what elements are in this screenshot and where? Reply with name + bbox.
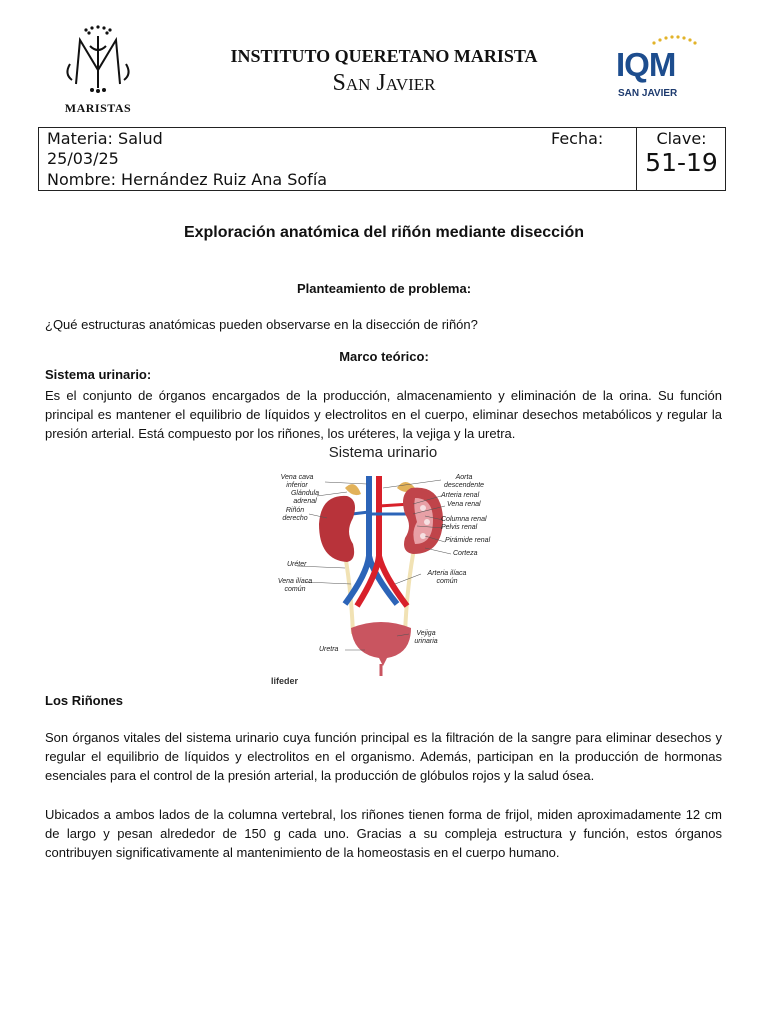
label-uretra: Uretra xyxy=(319,646,339,653)
iqm-logo xyxy=(612,34,704,104)
institution-name: INSTITUTO QUERETANO MARISTA xyxy=(230,46,538,66)
bladder xyxy=(351,622,411,666)
label-glandula: Glándula adrenal xyxy=(290,490,320,505)
label-corteza: Corteza xyxy=(453,550,478,557)
label-vena-renal: Vena renal xyxy=(447,501,481,508)
urinary-system-diagram xyxy=(265,444,501,690)
document-title: Exploración anatómica del riñón mediante disección xyxy=(183,224,585,241)
right-logo-letters: IQM xyxy=(616,46,676,83)
image-credit: lifeder xyxy=(271,676,299,686)
subject-field: Materia: Salud xyxy=(47,129,163,148)
maristas-logo xyxy=(56,24,140,116)
system-paragraph: Es el conjunto de órganos encargados de la producción, almacenamiento y eliminación de la orina. Su función principal es mantener el equilibrio de líquidos y electrolitos en el cuerpo, eliminar desechos metabólicos y regular la presión arterial. Está compuesto por los riñones, los uréteres, la vejiga y la uretra. xyxy=(45,388,722,441)
info-table xyxy=(38,127,726,191)
right-logo-caption: SAN JAVIER xyxy=(618,88,678,99)
framework-heading: Marco teórico: xyxy=(339,349,429,364)
label-arteria-renal: Arteria renal xyxy=(441,492,480,499)
campus-name: San Javier xyxy=(332,70,436,96)
clave-label: Clave: xyxy=(656,129,707,148)
info-main-cell xyxy=(39,128,636,190)
logo-dots-icon xyxy=(650,34,698,46)
maristas-monogram-icon xyxy=(56,24,140,94)
clave-value: 51-19 xyxy=(645,148,718,177)
system-heading: Sistema urinario: xyxy=(45,367,152,382)
problem-heading: Planteamiento de problema: xyxy=(296,281,472,296)
kidneys-paragraph-2: Ubicados a ambos lados de la columna vertebral, los riñones tienen forma de frijol, miden aproximadamente 12 cm de largo y pesan alrededor de 150 g cada uno. Gracias a su compleja estructura y función, estos órganos contribuyen significativamente al mantenimiento de la homeostasis en el cuerpo humano. xyxy=(45,807,722,860)
label-vena-cava: Vena cava inferior xyxy=(280,474,314,489)
kidneys-heading: Los Riñones xyxy=(45,693,124,708)
label-columna-renal: Columna renal xyxy=(441,516,487,523)
left-logo-caption: MARISTAS xyxy=(64,101,132,115)
label-aorta: Aorta descendente xyxy=(443,474,485,489)
name-field: Nombre: Hernández Ruiz Ana Sofía xyxy=(47,170,328,189)
fecha-label: Fecha: xyxy=(551,129,604,148)
diagram-title: Sistema urinario xyxy=(328,444,438,461)
label-arteria-iliaca: Arteria ilíaca común xyxy=(427,570,467,585)
problem-question: ¿Qué estructuras anatómicas pueden observarse en la disección de riñón? xyxy=(45,317,478,332)
label-rinon: Riñón derecho xyxy=(282,507,308,522)
label-piramide-renal: Pirámide renal xyxy=(445,537,491,544)
date-field: 25/03/25 xyxy=(47,149,119,168)
label-vejiga: Vejiga urinaria xyxy=(414,630,438,645)
right-ureter xyxy=(405,544,415,634)
label-pelvis-renal: Pelvis renal xyxy=(441,524,478,531)
label-vena-iliaca: Vena ilíaca común xyxy=(277,578,313,593)
label-ureter: Uréter xyxy=(287,561,307,568)
clave-cell xyxy=(636,128,726,190)
kidneys-paragraph-1: Son órganos vitales del sistema urinario cuya función principal es la filtración de la sangre para eliminar desechos y regular el equilibrio de líquidos y electrolitos en el organismo. Además, participan en la producción de hormonas esenciales para el control de la presión arterial, la producción de glóbulos rojos y la salud ósea. xyxy=(45,730,722,783)
right-adrenal-gland xyxy=(345,484,361,495)
